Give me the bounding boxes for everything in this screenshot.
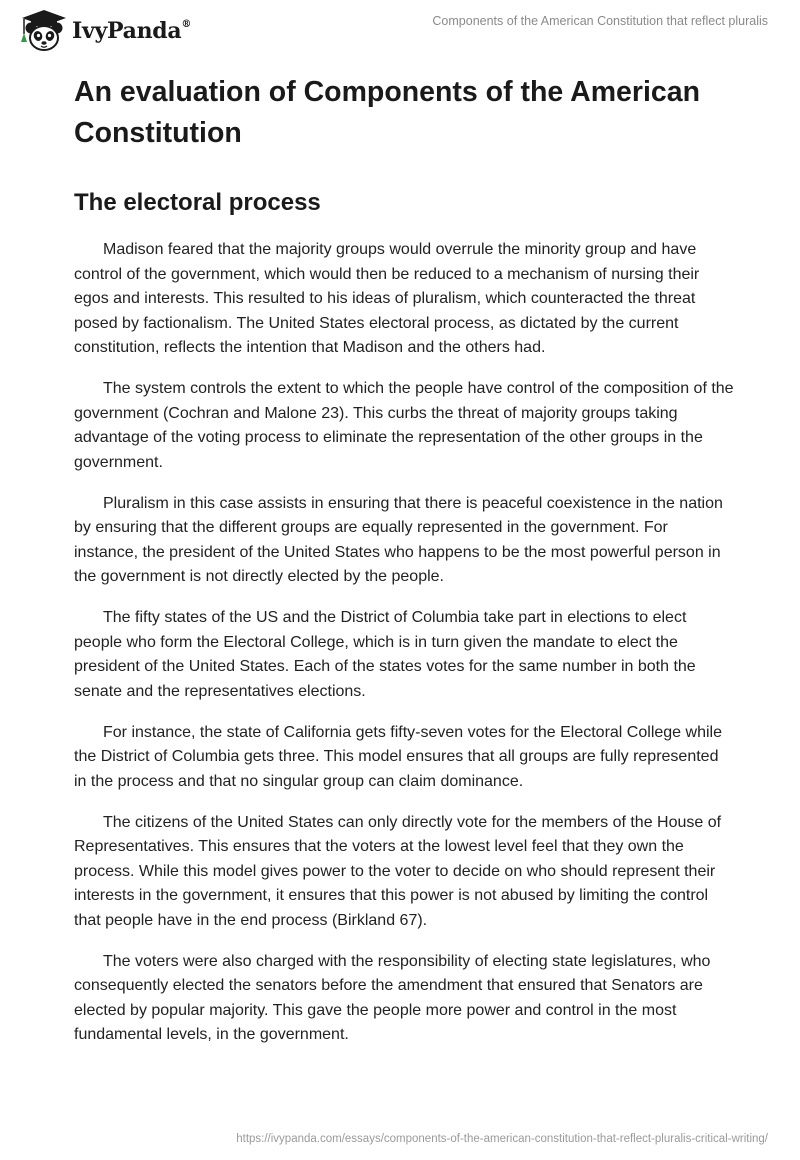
footer-url[interactable]: https://ivypanda.com/essays/components-of-the-american-constitution-that-reflect-pluralis-critical-writing/ (236, 1133, 768, 1145)
paragraph: For instance, the state of California gets fifty-seven votes for the Electoral College while the District of Columbia gets three. This model ensures that all groups are fully represented in the process and that no singular group can claim dominance. (74, 723, 722, 790)
logo-text: IvyPanda® (72, 18, 192, 44)
paragraph-list (74, 238, 734, 1048)
paragraph: The system controls the extent to which the people have control of the composition of the government (Cochran and Malone 23). This curbs the threat of majority groups taking advantage of the voting process to eliminate the representation of the other groups in the government. (74, 380, 734, 471)
paragraph: The citizens of the United States can only directly vote for the members of the House of Representatives. This ensures that the voters at the lowest level feel that they own the process. While this model gives power to the voter to decide on who should represent their interests in the government, it ensures that this power is not abused by limiting the control that people have in the end process (Birkland 67). (74, 813, 722, 929)
panda-graduation-cap-icon (14, 8, 66, 52)
article-body (74, 72, 734, 1064)
header-essay-title: Components of the American Constitution that reflect pluralis (432, 14, 768, 28)
paragraph: Pluralism in this case assists in ensuring that there is peaceful coexistence in the nation by ensuring that the different groups are equally represented in the government. For instance, the president of the United States who happens to be the most powerful person in the government is not directly elected by the people. (74, 494, 723, 585)
section-heading: The electoral process (74, 189, 321, 216)
registered-mark: ® (181, 18, 192, 30)
page-title: An evaluation of Components of the American Constitution (74, 76, 700, 149)
page-header (0, 0, 800, 60)
paragraph: The voters were also charged with the responsibility of electing state legislatures, who consequently elected the senators before the amendment that ensured that Senators are elected by popular majority. This gave the people more power and control in the most fundamental levels, in the government. (74, 952, 711, 1043)
paragraph: The fifty states of the US and the District of Columbia take part in elections to elect people who form the Electoral College, which is in turn given the mandate to elect the president of the United States. Each of the states votes for the same number in both the senate and the representatives elections. (74, 609, 696, 700)
ivypanda-logo[interactable] (14, 8, 191, 52)
paragraph: Madison feared that the majority groups would overrule the minority group and have control of the government, which would then be reduced to a mechanism of nursing their egos and interests. This resulted to his ideas of pluralism, which counteracted the threat posed by factionalism. The United States electoral process, as dictated by the current constitution, reflects the intention that Madison and the others had. (74, 241, 700, 356)
